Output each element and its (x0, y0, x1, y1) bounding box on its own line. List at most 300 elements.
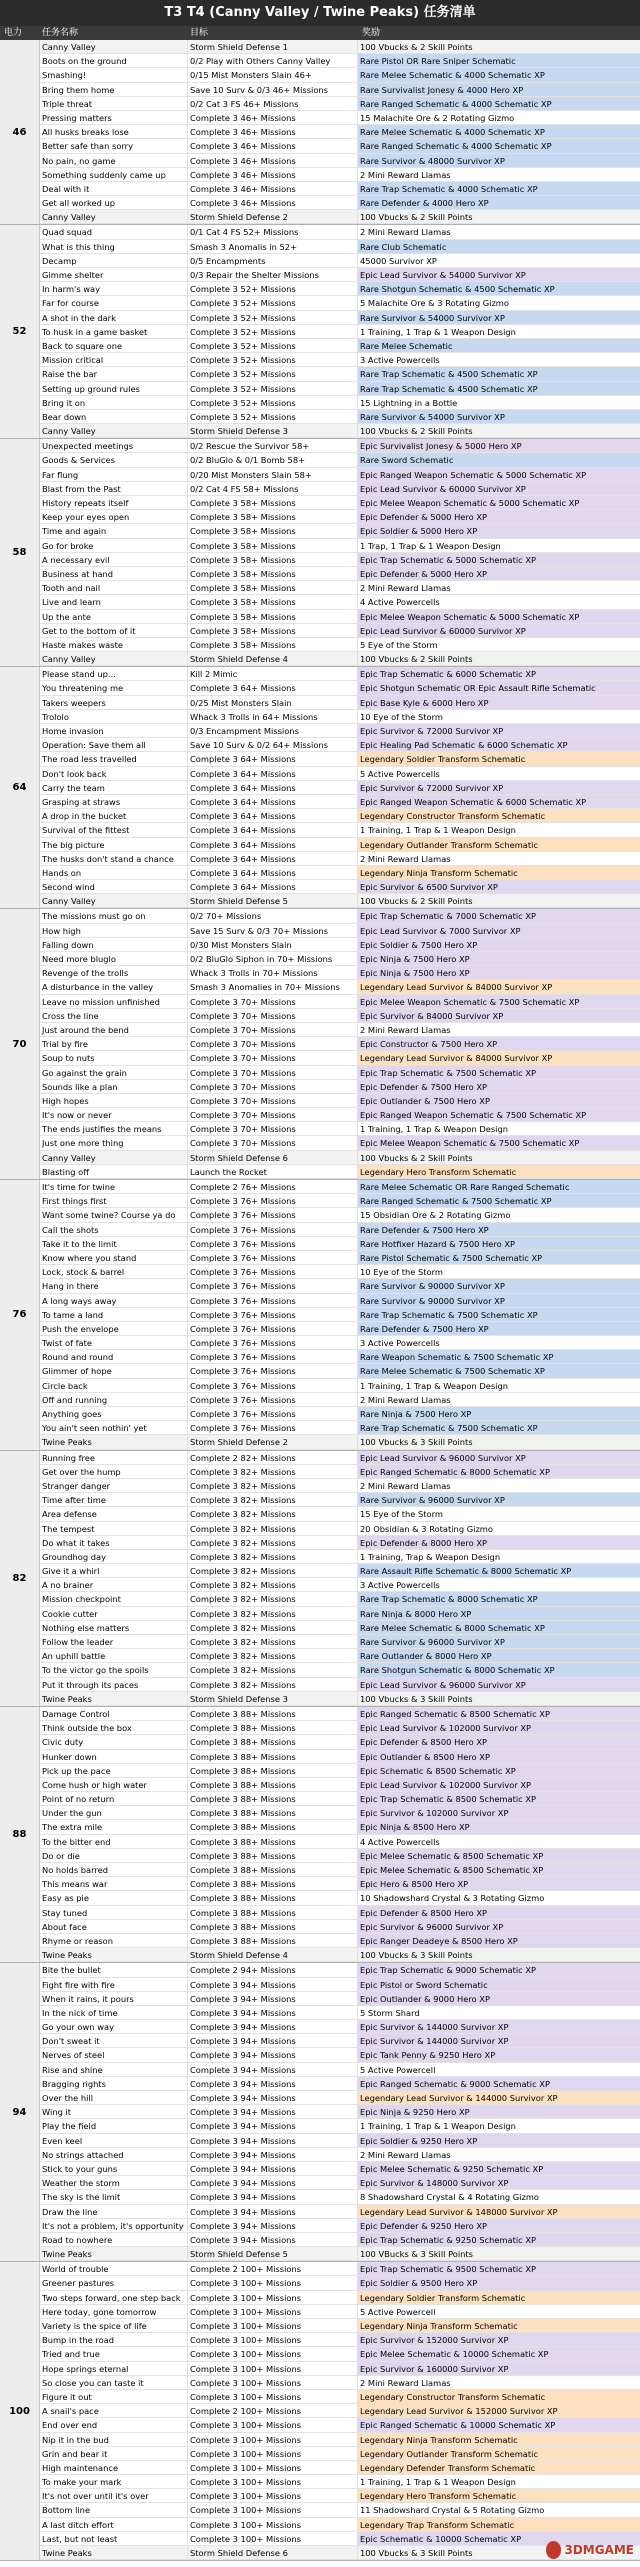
quest-reward: Epic Survivor & 84000 Survivor XP (358, 1009, 640, 1022)
quest-reward: Epic Melee Weapon Schematic & 7500 Schematic XP (358, 995, 640, 1008)
quest-name: All husks breaks lose (40, 125, 188, 138)
table-row (40, 97, 640, 111)
quest-reward: 100 Vbucks & 2 Skill Points (358, 210, 640, 223)
quest-name: Far for course (40, 296, 188, 309)
quest-reward: Legendary Outlander Transform Schematic (358, 2447, 640, 2460)
quest-goal: Storm Shield Defense 4 (188, 1948, 358, 1961)
quest-goal: Complete 3 52+ Missions (188, 339, 358, 352)
quest-reward: Epic Survivor & 152000 Survivor XP (358, 2333, 640, 2346)
page-title: T3 T4 (Canny Valley / Twine Peaks) 任务清单 (0, 0, 640, 26)
quest-reward: Legendary Lead Survivor & 84000 Survivor XP (358, 1051, 640, 1064)
quest-reward: Epic Pistol or Sword Schematic (358, 1978, 640, 1991)
quest-name: Push the envelope (40, 1322, 188, 1335)
table-row (40, 2034, 640, 2048)
table-row (40, 1066, 640, 1080)
table-row (40, 2247, 640, 2261)
quest-name: Trololo (40, 710, 188, 723)
quest-name: Canny Valley (40, 652, 188, 665)
table-row (40, 439, 640, 453)
table-row (40, 938, 640, 952)
quest-goal: Complete 3 82+ Missions (188, 1507, 358, 1520)
quest-reward: Epic Ranger Deadeye & 8500 Hero XP (358, 1934, 640, 1947)
table-row (40, 2091, 640, 2105)
quest-goal: Complete 3 64+ Missions (188, 880, 358, 893)
table-row (40, 1051, 640, 1065)
quest-name: Anything goes (40, 1407, 188, 1420)
quest-goal: Complete 3 70+ Missions (188, 995, 358, 1008)
quest-name: Two steps forward, one step back (40, 2291, 188, 2304)
quest-goal: Complete 3 88+ Missions (188, 1707, 358, 1720)
power-level: 88 (0, 1707, 40, 1962)
quest-reward: 100 Vbucks & 3 Skill Points (358, 1692, 640, 1705)
quest-name: What is this thing (40, 240, 188, 253)
table-row (40, 2319, 640, 2333)
quest-goal: 0/2 70+ Missions (188, 909, 358, 922)
quest-reward: Epic Soldier & 9500 Hero XP (358, 2276, 640, 2289)
quest-goal: Complete 3 64+ Missions (188, 752, 358, 765)
quest-goal: Complete 3 82+ Missions (188, 1536, 358, 1549)
quest-reward: 3 Active Powercells (360, 355, 440, 366)
quest-reward: Rare Defender & 7500 Hero XP (358, 1322, 640, 1335)
quest-name: Over the hill (40, 2091, 188, 2104)
quest-reward: Epic Soldier & 7500 Hero XP (358, 938, 640, 951)
quest-name: Bear down (40, 410, 188, 423)
quest-reward: 15 Lightning in a Bottle (360, 397, 458, 408)
quest-reward: 2 Mini Reward Llamas (360, 227, 451, 238)
table-row (40, 681, 640, 695)
quest-name: High maintenance (40, 2461, 188, 2474)
quest-reward: Rare Melee Schematic & 4000 Schematic XP (358, 125, 640, 138)
quest-goal: Complete 3 76+ Missions (188, 1379, 358, 1392)
quest-goal: 0/2 BluGlo & 0/1 Bomb 58+ (188, 453, 358, 466)
header-reward: 奖励 (362, 28, 381, 38)
table-row (40, 724, 640, 738)
quest-name: Mission critical (40, 353, 188, 366)
table-row (40, 667, 640, 681)
quest-name: Bragging rights (40, 2077, 188, 2090)
quest-name: Pick up the pace (40, 1764, 188, 1777)
table-row (40, 610, 640, 624)
quest-reward: Legendary Ninja Transform Schematic (358, 866, 640, 879)
watermark (546, 2539, 634, 2561)
table-row (40, 2475, 640, 2489)
quest-goal: Complete 3 70+ Missions (188, 1037, 358, 1050)
table-row (40, 1393, 640, 1407)
quest-name: The missions must go on (40, 909, 188, 922)
quest-reward: 5 Storm Shard (360, 2007, 420, 2018)
table-row (40, 1451, 640, 1465)
quest-reward: Rare Melee Schematic & 8000 Schematic XP (358, 1621, 640, 1634)
quest-reward: Epic Soldier & 9250 Hero XP (358, 2134, 640, 2147)
quest-name: First things first (40, 1194, 188, 1207)
quest-goal: Storm Shield Defense 1 (188, 40, 358, 53)
quest-reward: Rare Melee Schematic (358, 339, 640, 352)
quest-goal: Complete 3 88+ Missions (188, 1764, 358, 1777)
quest-reward: Rare Survivor & 48000 Survivor XP (358, 154, 640, 167)
table-row (40, 624, 640, 638)
quest-reward: 1 Training, Trap & Weapon Design (360, 1551, 501, 1562)
quest-name: History repeats itself (40, 496, 188, 509)
quest-name: Know where you stand (40, 1251, 188, 1264)
table-row (40, 1707, 640, 1721)
table-row (40, 1750, 640, 1764)
quest-reward: 100 Vbucks & 2 Skill Points (358, 424, 640, 437)
quest-name: Tried and true (40, 2347, 188, 2360)
power-group (0, 1707, 640, 1963)
quest-reward: Epic Shotgun Schematic OR Epic Assault Rifle Schematic (358, 681, 640, 694)
quest-name: Variety is the spice of life (40, 2319, 188, 2332)
quest-reward: Rare Pistol OR Rare Sniper Schematic (358, 54, 640, 67)
quest-name: Smashing! (40, 68, 188, 81)
table-row (40, 196, 640, 210)
table-row (40, 1792, 640, 1806)
quest-name: Lock, stock & barrel (40, 1265, 188, 1278)
quest-goal: 0/3 Repair the Shelter Missions (188, 268, 358, 281)
quest-name: Don't look back (40, 767, 188, 780)
quest-reward: Epic Survivor & 148000 Survivor XP (358, 2176, 640, 2189)
quest-reward: Epic Hero & 8500 Hero XP (358, 1877, 640, 1890)
table-row (40, 2347, 640, 2361)
quest-name: Second wind (40, 880, 188, 893)
quest-goal: Complete 3 100+ Missions (188, 2291, 358, 2304)
quest-reward: Legendary Lead Survivor & 144000 Survivor XP (358, 2091, 640, 2104)
quest-goal: Complete 3 52+ Missions (188, 296, 358, 309)
table-row (40, 1364, 640, 1378)
quest-reward: Legendary Constructor Transform Schematic (358, 809, 640, 822)
quest-name: Just one more thing (40, 1136, 188, 1149)
quest-reward: Epic Trap Schematic & 8500 Schematic XP (358, 1792, 640, 1805)
table-row (40, 1265, 640, 1279)
quest-name: Twine Peaks (40, 1435, 188, 1448)
quest-goal: 0/2 Cat 4 FS 58+ Missions (188, 482, 358, 495)
quest-reward: 100 Vbucks & 3 Skill Points (358, 1948, 640, 1961)
power-level: 52 (0, 225, 40, 438)
quest-goal: Complete 3 58+ Missions (188, 496, 358, 509)
quest-name: No holds barred (40, 1863, 188, 1876)
power-group (0, 40, 640, 225)
table-row (40, 1108, 640, 1122)
quest-name: It's not over until it's over (40, 2489, 188, 2502)
table-row (40, 396, 640, 410)
quest-name: Canny Valley (40, 1151, 188, 1164)
quest-goal: Complete 3 94+ Missions (188, 2034, 358, 2047)
quest-reward: 5 Active Powercells (360, 768, 440, 779)
table-row (40, 752, 640, 766)
quest-name: The road less travelled (40, 752, 188, 765)
quest-goal: 0/2 BluGlo Siphon in 70+ Missions (188, 952, 358, 965)
quest-name: Triple threat (40, 97, 188, 110)
table-row (40, 2134, 640, 2148)
quest-name: About face (40, 1920, 188, 1933)
quest-goal: Complete 3 88+ Missions (188, 1735, 358, 1748)
quest-goal: Complete 3 58+ Missions (188, 539, 358, 552)
quest-reward: Epic Survivor & 72000 Survivor XP (358, 724, 640, 737)
table-header (0, 26, 640, 40)
quest-name: Twine Peaks (40, 1692, 188, 1705)
quest-goal: Complete 3 76+ Missions (188, 1407, 358, 1420)
quest-reward: 1 Trap, 1 Trap & 1 Weapon Design (360, 540, 501, 551)
quest-goal: Complete 3 52+ Missions (188, 410, 358, 423)
quest-reward: 15 Eye of the Storm (360, 1509, 443, 1520)
quest-reward: Rare Club Schematic (358, 240, 640, 253)
quest-reward: Epic Survivor & 144000 Survivor XP (358, 2034, 640, 2047)
table-row (40, 1208, 640, 1222)
quest-reward: Epic Survivor & 144000 Survivor XP (358, 2020, 640, 2033)
quest-goal: Complete 3 100+ Missions (188, 2418, 358, 2431)
table-row (40, 296, 640, 310)
table-row (40, 1963, 640, 1977)
table-row (40, 1350, 640, 1364)
quest-name: Cookie cutter (40, 1607, 188, 1620)
table-row (40, 781, 640, 795)
quest-name: The husks don't stand a chance (40, 852, 188, 865)
power-level: 70 (0, 909, 40, 1179)
quest-goal: Complete 3 82+ Missions (188, 1607, 358, 1620)
table-row (40, 1906, 640, 1920)
quest-reward: 2 Mini Reward Llamas (360, 853, 451, 864)
quest-reward: Epic Defender & 7500 Hero XP (358, 1080, 640, 1093)
quest-name: Just around the bend (40, 1023, 188, 1036)
table-row (40, 952, 640, 966)
quest-goal: Complete 3 64+ Missions (188, 852, 358, 865)
quest-goal: Complete 3 100+ Missions (188, 2518, 358, 2531)
quest-reward: 2 Mini Reward Llamas (360, 1024, 451, 1035)
quest-goal: Complete 3 76+ Missions (188, 1265, 358, 1278)
quest-reward: 2 Mini Reward Llamas (360, 2149, 451, 2160)
quest-reward: Epic Trap Schematic & 7500 Schematic XP (358, 1066, 640, 1079)
quest-goal: Complete 3 52+ Missions (188, 396, 358, 409)
quest-name: In the nick of time (40, 2006, 188, 2019)
table-row (40, 240, 640, 254)
quest-goal: Complete 3 76+ Missions (188, 1237, 358, 1250)
quest-name: Boots on the ground (40, 54, 188, 67)
table-row (40, 2433, 640, 2447)
table-row (40, 410, 640, 424)
quest-goal: Complete 3 70+ Missions (188, 1080, 358, 1093)
table-row (40, 539, 640, 553)
table-row (40, 1122, 640, 1136)
quest-goal: Complete 3 52+ Missions (188, 325, 358, 338)
table-row (40, 553, 640, 567)
quest-name: Off and running (40, 1393, 188, 1406)
table-row (40, 1564, 640, 1578)
table-row (40, 453, 640, 467)
quest-name: Cross the line (40, 1009, 188, 1022)
quest-name: A shot in the dark (40, 311, 188, 324)
quest-name: To the bitter end (40, 1835, 188, 1848)
table-row (40, 652, 640, 666)
table-row (40, 1978, 640, 1992)
table-row (40, 2219, 640, 2233)
quest-name: Want some twine? Course ya do (40, 1208, 188, 1221)
quest-goal: Complete 2 76+ Missions (188, 1180, 358, 1193)
quest-name: Think outside the box (40, 1721, 188, 1734)
quest-goal: Complete 3 52+ Missions (188, 311, 358, 324)
quest-name: Bring it on (40, 396, 188, 409)
quest-reward: Rare Survivor & 96000 Survivor XP (358, 1493, 640, 1506)
quest-name: Running free (40, 1451, 188, 1464)
quest-goal: Storm Shield Defense 5 (188, 2247, 358, 2260)
quest-name: A drop in the bucket (40, 809, 188, 822)
quest-name: Play the field (40, 2119, 188, 2132)
quest-name: A last ditch effort (40, 2518, 188, 2531)
table-row (40, 2461, 640, 2475)
quest-name: The big picture (40, 838, 188, 851)
table-row (40, 696, 640, 710)
table-row (40, 1407, 640, 1421)
table-row (40, 1279, 640, 1293)
table-row (40, 2305, 640, 2319)
power-group (0, 1451, 640, 1707)
power-group (0, 2262, 640, 2561)
table-row (40, 1920, 640, 1934)
quest-name: Sounds like a plan (40, 1080, 188, 1093)
quest-goal: Complete 3 46+ Missions (188, 111, 358, 124)
quest-name: World of trouble (40, 2262, 188, 2275)
table-row (40, 2190, 640, 2204)
quest-name: Stay tuned (40, 1906, 188, 1919)
quest-name: Decamp (40, 254, 188, 267)
quest-goal: Complete 3 58+ Missions (188, 595, 358, 608)
quest-goal: Complete 3 64+ Missions (188, 809, 358, 822)
quest-reward: 10 Eye of the Storm (360, 711, 443, 722)
table-row (40, 496, 640, 510)
quest-name: Weather the storm (40, 2176, 188, 2189)
quest-goal: Storm Shield Defense 3 (188, 424, 358, 437)
quest-goal: Complete 3 70+ Missions (188, 1094, 358, 1107)
quest-reward: Rare Melee Schematic & 7500 Schematic XP (358, 1364, 640, 1377)
quest-reward: Epic Defender & 9250 Hero XP (358, 2219, 640, 2232)
quest-reward: Rare Ranged Schematic & 4000 Schematic XP (358, 97, 640, 110)
quest-reward: Legendary Lead Survivor & 84000 Survivor XP (358, 980, 640, 993)
table-row (40, 2518, 640, 2532)
quest-name: Rise and shine (40, 2063, 188, 2076)
table-row (40, 909, 640, 923)
quest-reward: 8 Shadowshard Crystal & 4 Rotating Gizmo (360, 2192, 540, 2203)
quest-goal: Kill 2 Mimic (188, 667, 358, 680)
quest-goal: Complete 3 82+ Missions (188, 1578, 358, 1591)
table-row (40, 1764, 640, 1778)
quest-goal: 0/5 Encampments (188, 254, 358, 267)
quest-reward: 2 Mini Reward Llamas (360, 583, 451, 594)
quest-reward: Epic Lead Survivor & 60000 Survivor XP (358, 624, 640, 637)
power-level: 46 (0, 40, 40, 224)
quest-goal: Complete 3 100+ Missions (188, 2390, 358, 2403)
table-row (40, 2176, 640, 2190)
table-row (40, 1721, 640, 1735)
quest-name: Canny Valley (40, 40, 188, 53)
quest-goal: Complete 3 88+ Missions (188, 1778, 358, 1791)
quest-goal: Complete 3 88+ Missions (188, 1920, 358, 1933)
quest-name: Soup to nuts (40, 1051, 188, 1064)
watermark-text: 3DMGAME (564, 2543, 634, 2557)
quest-name: A disturbance in the valley (40, 980, 188, 993)
quest-name: You threatening me (40, 681, 188, 694)
quest-goal: Complete 3 76+ Missions (188, 1251, 358, 1264)
power-group (0, 225, 640, 439)
quest-name: Under the gun (40, 1806, 188, 1819)
quest-name: Nothing else matters (40, 1621, 188, 1634)
table-row (40, 168, 640, 182)
quest-reward: Epic Melee Weapon Schematic & 7500 Schematic XP (358, 1136, 640, 1149)
quest-reward: Epic Defender & 8500 Hero XP (358, 1906, 640, 1919)
table-row (40, 710, 640, 724)
quest-reward: Epic Melee Schematic & 8500 Schematic XP (358, 1849, 640, 1862)
quest-name: Don't sweat it (40, 2034, 188, 2047)
quest-reward: Rare Trap Schematic & 4500 Schematic XP (358, 367, 640, 380)
quest-name: Here today, gone tomorrow (40, 2305, 188, 2318)
table-row (40, 2447, 640, 2461)
quest-name: Round and round (40, 1350, 188, 1363)
quest-reward: Legendary Lead Survivor & 148000 Survivor XP (358, 2205, 640, 2218)
quest-name: Go for broke (40, 539, 188, 552)
quest-goal: Storm Shield Defense 6 (188, 1151, 358, 1164)
table-row (40, 1194, 640, 1208)
quest-reward: 11 Shadowshard Crystal & 5 Rotating Gizmo (360, 2505, 545, 2516)
quest-name: Home invasion (40, 724, 188, 737)
table-row (40, 367, 640, 381)
quest-goal: Complete 3 76+ Missions (188, 1364, 358, 1377)
table-row (40, 2489, 640, 2503)
table-row (40, 182, 640, 196)
table-row (40, 1778, 640, 1792)
table-row (40, 325, 640, 339)
table-row (40, 1621, 640, 1635)
quest-name: Nip it in the bud (40, 2433, 188, 2446)
power-level: 94 (0, 1963, 40, 2261)
quest-name: Blast from the Past (40, 482, 188, 495)
quest-goal: Complete 3 94+ Missions (188, 1978, 358, 1991)
quest-name: Hunker down (40, 1750, 188, 1763)
quest-reward: Epic Lead Survivor & 102000 Survivor XP (358, 1778, 640, 1791)
quest-reward: Rare Outlander & 8000 Hero XP (358, 1649, 640, 1662)
quest-goal: Complete 3 76+ Missions (188, 1393, 358, 1406)
quest-name: Far flung (40, 468, 188, 481)
quest-goal: Storm Shield Defense 4 (188, 652, 358, 665)
quest-reward: 15 Obsidian Ore & 2 Rotating Gizmo (360, 1210, 511, 1221)
quest-name: Area defense (40, 1507, 188, 1520)
table-row (40, 311, 640, 325)
quest-goal: Complete 3 70+ Missions (188, 1051, 358, 1064)
quest-goal: Complete 3 82+ Missions (188, 1465, 358, 1478)
quest-reward: Epic Defender & 5000 Hero XP (358, 510, 640, 523)
table-row (40, 838, 640, 852)
quest-reward: Rare Survivor & 90000 Survivor XP (358, 1294, 640, 1307)
quest-reward: 10 Shadowshard Crystal & 3 Rotating Gizmo (360, 1893, 545, 1904)
table-row (40, 1336, 640, 1350)
quest-name: Call the shots (40, 1223, 188, 1236)
quest-name: Go against the grain (40, 1066, 188, 1079)
quest-name: A necessary evil (40, 553, 188, 566)
table-row (40, 1180, 640, 1194)
quest-goal: Complete 3 94+ Missions (188, 2020, 358, 2033)
quest-goal: Complete 3 76+ Missions (188, 1194, 358, 1207)
quest-goal: Complete 3 70+ Missions (188, 1108, 358, 1121)
quest-goal: Complete 3 76+ Missions (188, 1223, 358, 1236)
table-row (40, 1009, 640, 1023)
table-row (40, 809, 640, 823)
quest-name: Put it through its paces (40, 1678, 188, 1691)
quest-name: Mission checkpoint (40, 1592, 188, 1605)
quest-reward: Legendary Lead Survivor & 152000 Survivor XP (358, 2404, 640, 2417)
quest-name: Bring them home (40, 83, 188, 96)
quest-goal: Complete 3 88+ Missions (188, 1806, 358, 1819)
table-row (40, 2362, 640, 2376)
table-row (40, 83, 640, 97)
table-row (40, 524, 640, 538)
quest-goal: Complete 3 58+ Missions (188, 524, 358, 537)
quest-reward: 5 Eye of the Storm (360, 639, 438, 650)
